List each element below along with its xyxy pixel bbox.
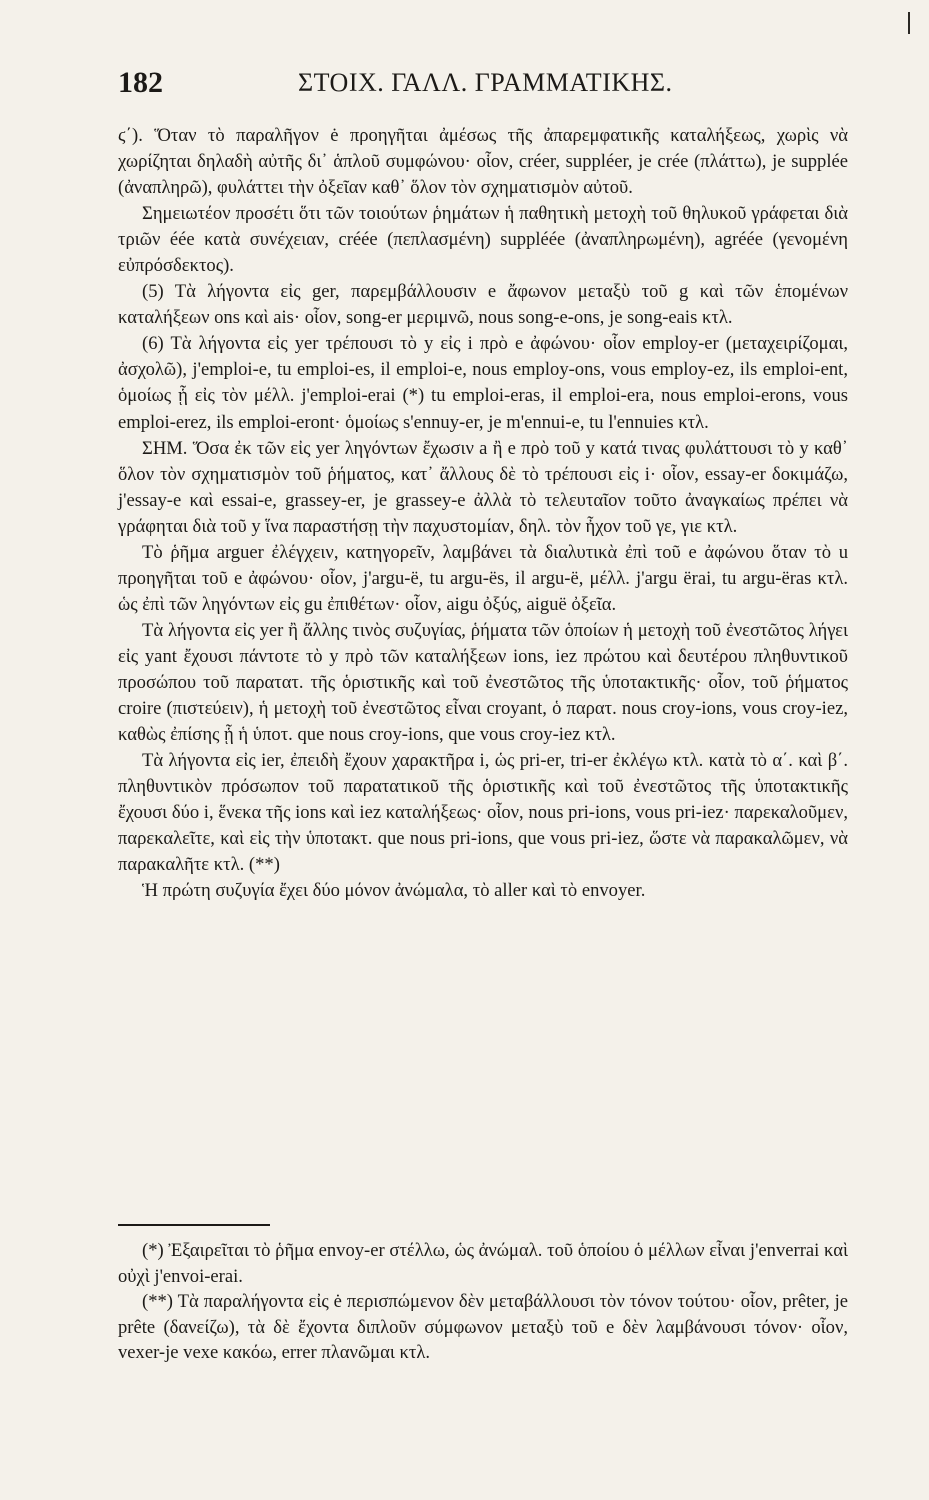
main-text [118,123,848,904]
paragraph: Τὰ λήγοντα εἰς yer ἢ ἄλλης τινὸς συζυγίας, ῥήματα τῶν ὁποίων ἡ μετοχὴ τοῦ ἐνεστῶτος λήγει εἰς yant ἔχουσι πάντοτε τὸ y πρὸ τῶν καταλήξεων ions, iez πρώτου καὶ δευτέρου πληθυντικοῦ προσώπου τοῦ παρατατ. τῆς ὁριστικῆς καὶ τοῦ ἐνεστῶτος τῆς ὑποτακτικῆς· οἷον, τοῦ ῥήματος croire (πιστεύειν), ἡ μετοχὴ τοῦ ἐνεστῶτος εἶναι croyant, ὁ παρατ. nous croy-ions, vous croy-iez, καθὼς ἐπίσης ᾗ ἡ ὑποτ. que nous croy-ions, que vous croy-iez κτλ. [118,619,848,746]
footnotes [118,1238,848,1366]
paragraph: Τὰ λήγοντα εἰς ier, ἐπειδὴ ἔχουν χαρακτῆρα i, ὡς pri-er, tri-er ἐκλέγω κτλ. κατὰ τὸ α΄. καὶ β΄. πληθυντικὸν πρόσωπον τοῦ παρατατικοῦ τῆς ὁριστικῆς καὶ τοῦ ἐνεστῶτος τῆς ὑποτακτικῆς ἔχουσι δύο i, ἕνεκα τῆς ions καὶ iez καταλήξεως· οἷον, nous pri-ions, vous pri-iez· παρεκαλοῦμεν, παρεκαλεῖτε, καὶ εἰς τὴν ὑποτακτ. que nous pri-ions, que vous pri-iez, ὥστε νὰ παρακαλῶμεν, νὰ παρακαλῆτε κτλ. (**) [118,750,848,876]
paragraph: (6) Τὰ λήγοντα εἰς yer τρέπουσι τὸ y εἰς i πρὸ e ἀφώνου· οἷον employ-er (μεταχειρίζομαι, ἀσχολῶ), j'emploi-e, tu emploi-es, il emploi-e, nous employ-ons, vous employ-ez, ils emploi-ent, ὁμοίως ᾗ εἰς τὸν μέλλ. j'emploi-erai (*) tu emploi-eras, il emploi-era, nous emploi-erons, vous emploi-erez, ils emploi-eront· ὁμοίως s'ennuy-er, je m'ennui-e, tu l'ennuies κτλ. [118,333,848,433]
paragraph: ΣΗΜ. Ὅσα ἐκ τῶν εἰς yer ληγόντων ἔχωσιν a ἢ e πρὸ τοῦ y κατά τινας φυλάττουσι τὸ y καθ᾽ ὅλον τὸν σχηματισμὸν τοῦ ῥήματος, κατ᾽ ἄλλους δὲ τὸ τρέπουσι εἰς i· οἷον, essay-er δοκιμάζω, j'essay-e καὶ essai-e, grassey-er, je grassey-e ἀλλὰ τὸ τελευταῖον τοῦτο ἀναγκαίως πρέπει νὰ γράφηται διὰ τοῦ y ἵνα παραστήσῃ τὴν παχυστομίαν, δηλ. τὸν ἦχον τοῦ γε, γιε κτλ. [118,437,848,537]
paragraph: Τὸ ῥῆμα arguer ἐλέγχειν, κατηγορεῖν, λαμβάνει τὰ διαλυτικὰ ἐπὶ τοῦ e ἀφώνου ὅταν τὸ u προηγῆται τοῦ e ἀφώνου· οἷον, j'argu-ë, tu argu-ës, il argu-ë, μέλλ. j'argu ërai, tu argu-ëras κτλ. ὡς ἐπὶ τῶν ληγόντων εἰς gu ἐπιθέτων· οἷον, aigu ὀξύς, aiguë ὀξεῖα. [118,541,848,615]
footnote: (*) Ἐξαιρεῖται τὸ ῥῆμα envoy-er στέλλω, ὡς ἀνώμαλ. τοῦ ὁποίου ὁ μέλλων εἶναι j'enverrai καὶ οὐχὶ j'envoi-erai. [118,1240,848,1287]
footnote-divider [118,1224,270,1226]
paragraph: (5) Τὰ λήγοντα εἰς ger, παρεμβάλλουσιν e ἄφωνον μεταξὺ τοῦ g καὶ τῶν ἑπομένων καταλήξεων ons καὶ ais· οἷον, song-er μεριμνῶ, nous song-e-ons, je song-eais κτλ. [118,281,848,329]
running-title: ΣΤΟΙΧ. ΓΑΛΛ. ΓΡΑΜΜΑΤΙΚΗΣ. [298,68,673,97]
scan-mark [908,12,910,34]
page-number: 182 [118,66,163,99]
page-header [118,66,818,106]
paragraph: Ἡ πρώτη συζυγία ἔχει δύο μόνον ἀνώμαλα, τὸ aller καὶ τὸ envoyer. [142,880,646,902]
paragraph: Σημειωτέον προσέτι ὅτι τῶν τοιούτων ῥημάτων ἡ παθητικὴ μετοχὴ τοῦ θηλυκοῦ γράφεται διὰ τριῶν éée κατὰ συνέχειαν, créée (πεπλασμένη) suppléée (ἀναπληρωμένη), agréée (γενομένη εὐπρόσδεκτος). [118,203,848,277]
paragraph: ϛ΄). Ὅταν τὸ παραλῆγον ė προηγῆται ἀμέσως τῆς ἀπαρεμφατικῆς καταλήξεως, χωρὶς νὰ χωρίζηται δηλαδὴ αὐτῆς δι᾽ ἁπλοῦ συμφώνου· οἷον, créer, suppléer, je crée (πλάττω), je supplée (ἀναπληρῶ), φυλάττει τὴν ὀξεῖαν καθ᾽ ὅλον τὸν σχηματισμὸν αὐτοῦ. [118,125,848,199]
footnote: (**) Τὰ παραλήγοντα εἰς ė περισπώμενον δὲν μεταβάλλουσι τὸν τόνον τούτου· οἷον, prêter, je prête (δανείζω), τὰ δὲ ἔχοντα διπλοῦν σύμφωνον μεταξὺ τοῦ e δὲν λαμβάνουσι τόνον· οἷον, vexer-je vexe κακόω, errer πλανῶμαι κτλ. [118,1291,848,1363]
